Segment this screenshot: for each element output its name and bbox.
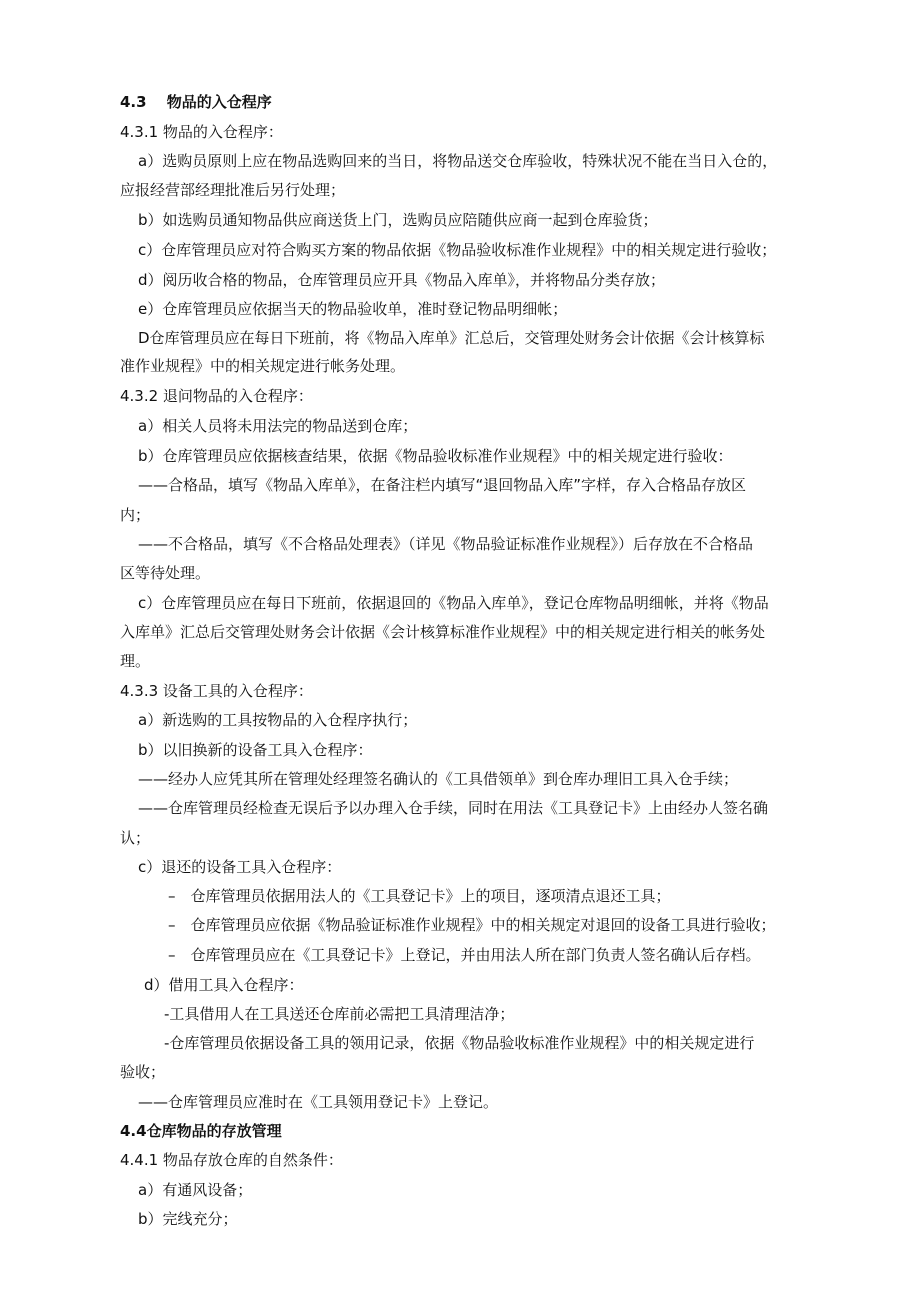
paragraph-line: 验收；	[120, 1063, 166, 1081]
paragraph-line: a）相关人员将未用法完的物品送到仓库；	[138, 417, 418, 435]
paragraph-line: -工具借用人在工具送还仓库前必需把工具清理洁净；	[164, 1005, 515, 1023]
paragraph-line: b）如选购员通知物品供应商送货上门，选购员应陪随供应商一起到仓库验货；	[138, 211, 658, 229]
section-heading-4-4: 4.4仓库物品的存放管理	[120, 1122, 282, 1140]
paragraph-line: D仓库管理员应在每日下班前，将《物品入库单》汇总后，交管理处财务会计依据《会计核算标	[138, 329, 765, 347]
paragraph-line: 内；	[120, 506, 151, 524]
paragraph-line: d）借用工具入仓程序：	[144, 976, 304, 994]
paragraph-line: ——合格品，填写《物品入库单》，在备注栏内填写“退回物品入库”字样，存入合格品存放区	[138, 476, 747, 494]
subsection-heading-4-4-1: 4.4.1 物品存放仓库的自然条件：	[120, 1151, 343, 1169]
paragraph-line: 区等待处理。	[120, 564, 211, 582]
list-item: – 仓库管理员应在《工具登记卡》上登记，并由用法人所在部门负责人签名确认后存档。	[168, 946, 761, 964]
paragraph-line: a）选购员原则上应在物品选购回来的当日，将物品送交仓库验收，特殊状况不能在当日入仓的，	[138, 152, 778, 170]
paragraph-line: 准作业规程》中的相关规定进行帐务处理。	[120, 357, 406, 375]
paragraph-line: b）以旧换新的设备工具入仓程序：	[138, 741, 373, 759]
paragraph-line: 应报经营部经理批准后另行处理；	[120, 181, 346, 199]
paragraph-line: e）仓库管理员应依据当天的物品验收单，准时登记物品明细帐；	[138, 300, 568, 318]
paragraph-line: d）阅历收合格的物品，仓库管理员应开具《物品入库单》，并将物品分类存放；	[138, 271, 666, 289]
subsection-heading-4-3-2: 4.3.2 退问物品的入仓程序：	[120, 387, 313, 405]
paragraph-line: b）完线充分；	[138, 1210, 238, 1228]
paragraph-line: ——不合格品，填写《不合格品处理表》（详见《物品验证标准作业规程》）后存放在不合格品	[138, 535, 754, 553]
section-heading-4-3: 4.3 物品的入仓程序	[120, 93, 272, 111]
paragraph-line: c）退还的设备工具入仓程序：	[138, 858, 342, 876]
paragraph-line: ——经办人应凭其所在管理处经理签名确认的《工具借领单》到仓库办理旧工具入仓手续；	[138, 770, 739, 788]
subsection-heading-4-3-3: 4.3.3 设备工具的入仓程序：	[120, 682, 313, 700]
paragraph-line: c）仓库管理员应对符合购买方案的物品依据《物品验收标准作业规程》中的相关规定进行验收；	[138, 241, 777, 259]
paragraph-line: 入库单》汇总后交管理处财务会计依据《会计核算标准作业规程》中的相关规定进行相关的帐务处	[120, 623, 766, 641]
paragraph-line: -仓库管理员依据设备工具的领用记录，依据《物品验收标准作业规程》中的相关规定进行	[164, 1034, 755, 1052]
paragraph-line: ——仓库管理员经检查无误后予以办理入仓手续，同时在用法《工具登记卡》上由经办人签名确	[138, 799, 769, 817]
paragraph-line: 认；	[120, 829, 151, 847]
list-item: – 仓库管理员应依据《物品验证标准作业规程》中的相关规定对退回的设备工具进行验收；	[168, 916, 776, 934]
paragraph-line: 理。	[120, 652, 151, 670]
subsection-heading-4-3-1: 4.3.1 物品的入仓程序：	[120, 123, 283, 141]
paragraph-line: a）新选购的工具按物品的入仓程序执行；	[138, 711, 418, 729]
list-item: – 仓库管理员依据用法人的《工具登记卡》上的项目，逐项清点退还工具；	[168, 887, 671, 905]
paragraph-line: a）有通风设备；	[138, 1181, 253, 1199]
paragraph-line: c）仓库管理员应在每日下班前，依据退回的《物品入库单》，登记仓库物品明细帐，并将《物品	[138, 594, 769, 612]
paragraph-line: b）仓库管理员应依据核查结果，依据《物品验收标准作业规程》中的相关规定进行验收：	[138, 447, 733, 465]
paragraph-line: ——仓库管理员应准时在《工具领用登记卡》上登记。	[138, 1093, 499, 1111]
